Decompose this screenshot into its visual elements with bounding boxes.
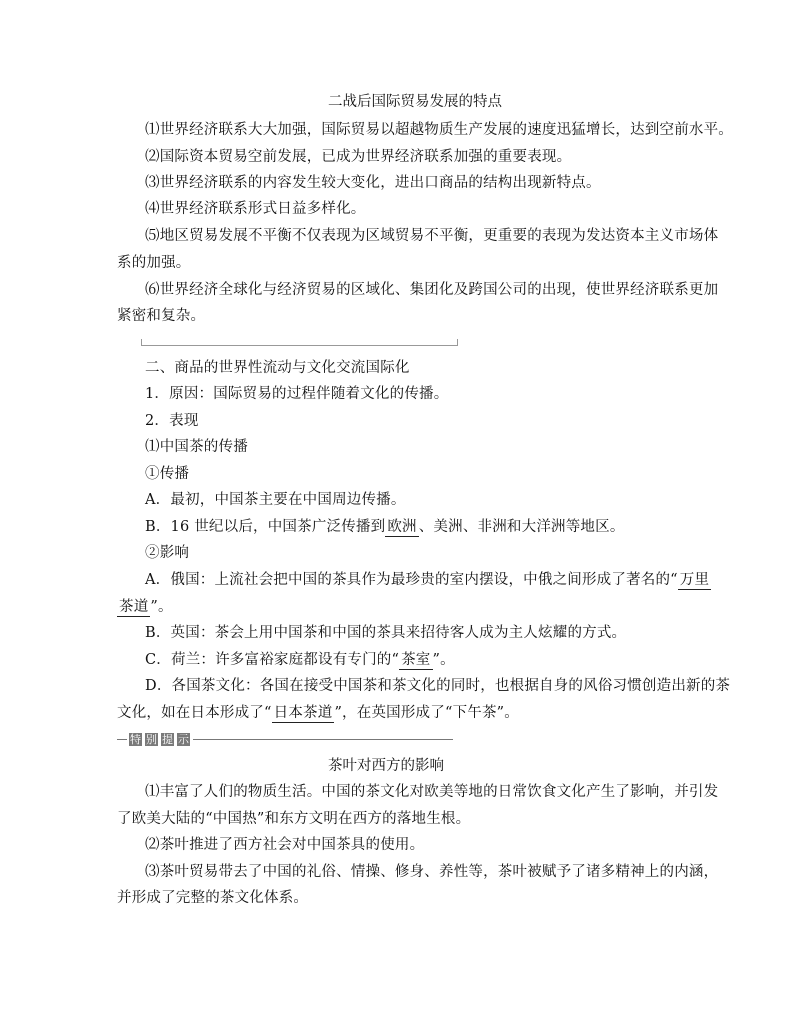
manifest-line: 2．表现 — [145, 413, 199, 429]
box-rule-cap-left — [141, 339, 148, 346]
impact-item-d: D．各国茶文化：各国在接受中国茶和茶文化的同时，也根据自身的风俗习惯创造出新的茶 — [145, 678, 731, 694]
spread-item-b — [145, 517, 625, 537]
special-tip-banner — [117, 733, 457, 747]
tip-title: 茶叶对西方的影响 — [328, 758, 444, 774]
box-line-8: 紧密和复杂。 — [117, 308, 206, 324]
tip-line-right — [193, 739, 453, 740]
spread-item-b-post: 、美洲、非洲和大洋洲等地区。 — [418, 519, 625, 535]
tip-p1-line2: 了欧美大陆的“中国热”和东方文明在西方的落地生根。 — [117, 811, 471, 827]
tea-spread-heading: ⑴中国茶的传播 — [145, 439, 248, 455]
tip-char-4: 示 — [178, 733, 189, 746]
box-bottom-rule — [147, 345, 453, 346]
box-rule-cap-right — [451, 339, 458, 346]
box-line-5: ⑸地区贸易发展不平衡不仅表现为区域贸易不平衡，更重要的表现为发达资本主义市场体 — [145, 228, 719, 244]
impact-item-a-pre: A．俄国：上流社会把中国的茶具作为最珍贵的室内摆设，中俄之间形成了著名的“ — [145, 572, 678, 588]
impact-item-a — [145, 570, 711, 590]
box-line-1: ⑴世界经济联系大大加强，国际贸易以超越物质生产发展的速度迅猛增长，达到空前水平。 — [145, 122, 733, 138]
box-line-2: ⑵国际资本贸易空前发展，已成为世界经济联系加强的重要表现。 — [145, 149, 572, 165]
blank-wanli: 万里 — [679, 572, 710, 588]
tip-line-left — [117, 739, 127, 740]
tip-char-2: 别 — [146, 733, 157, 746]
spread-subheading: ①传播 — [145, 466, 190, 482]
impact-item-d-cont — [117, 703, 519, 723]
tip-char-3: 提 — [162, 733, 173, 746]
tip-p1-line1: ⑴丰富了人们的物质生活。中国的茶文化对欧美等地的日常饮食文化产生了影响，并引发 — [145, 784, 719, 800]
box-line-4: ⑷世界经济联系形式日益多样化。 — [145, 201, 366, 217]
box-line-3: ⑶世界经济联系的内容发生较大变化，进出口商品的结构出现新特点。 — [145, 175, 601, 191]
tip-char-1: 特 — [130, 733, 141, 746]
section-heading: 二、商品的世界性流动与文化交流国际化 — [145, 360, 410, 376]
tip-p3-line1: ⑶茶叶贸易带去了中国的礼俗、情操、修身、养性等，茶叶被赋予了诸多精神上的内涵， — [145, 864, 719, 880]
impact-item-d-pre: 文化，如在日本形成了“ — [117, 705, 272, 721]
box-line-7: ⑹世界经济全球化与经济贸易的区域化、集团化及跨国公司的出现，使世界经济联系更加 — [145, 282, 719, 298]
spread-item-b-pre: B．16 世纪以后，中国茶广泛传播到 — [145, 519, 386, 535]
impact-item-a-post: ”。 — [150, 599, 173, 615]
impact-item-c-pre: C．荷兰：许多富裕家庭都设有专门的“ — [145, 652, 400, 668]
impact-item-d-post: ”，在英国形成了“下午茶”。 — [334, 705, 519, 721]
impact-subheading: ②影响 — [145, 545, 190, 561]
impact-item-c — [145, 650, 455, 670]
blank-europe: 欧洲 — [387, 519, 417, 535]
blank-japan-tea: 日本茶道 — [273, 705, 333, 721]
box-title: 二战后国际贸易发展的特点 — [328, 94, 502, 110]
blank-tearoom: 茶室 — [401, 652, 431, 668]
spread-item-a: A．最初，中国茶主要在中国周边传播。 — [145, 492, 406, 508]
impact-item-c-post: ”。 — [432, 652, 455, 668]
impact-item-a-cont — [117, 597, 173, 617]
reason-line: 1．原因：国际贸易的过程伴随着文化的传播。 — [145, 386, 449, 402]
box-line-6: 系的加强。 — [117, 255, 191, 271]
blank-chadao: 茶道 — [119, 599, 149, 615]
impact-item-b: B．英国：茶会上用中国茶和中国的茶具来招待客人成为主人炫耀的方式。 — [145, 625, 627, 641]
tip-p3-line2: 并形成了完整的茶文化体系。 — [117, 890, 309, 906]
tip-p2: ⑵茶叶推进了西方社会对中国茶具的使用。 — [145, 837, 425, 853]
